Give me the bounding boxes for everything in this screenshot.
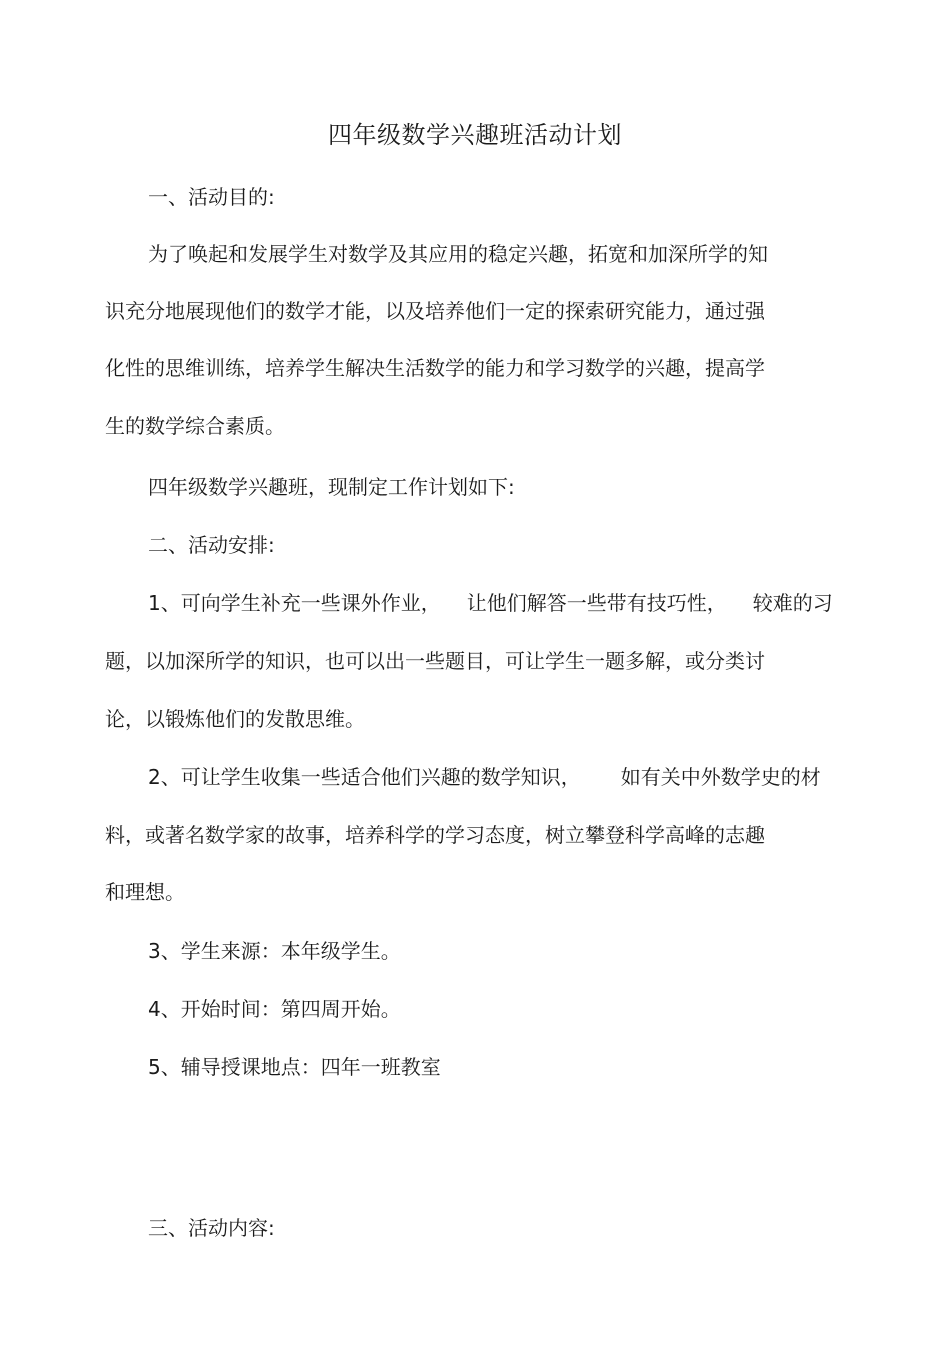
- arrangement-item-2-line-2: 料，或著名数学家的故事，培养科学的学习态度，树立攀登科学高峰的志趣: [105, 823, 765, 847]
- item-1-part-c: 较难的习: [752, 591, 833, 615]
- arrangement-item-2-line-3: 和理想。: [105, 880, 185, 904]
- section-heading-content: 三、活动内容:: [148, 1216, 275, 1240]
- plan-intro: 四年级数学兴趣班，现制定工作计划如下:: [148, 475, 515, 499]
- purpose-paragraph-line-1: 为了唤起和发展学生对数学及其应用的稳定兴趣，拓宽和加深所学的知: [148, 242, 768, 266]
- item-1-part-a: 1、可向学生补充一些课外作业，: [148, 591, 441, 615]
- arrangement-item-1-line-3: 论，以锻炼他们的发散思维。: [105, 707, 365, 731]
- item-2-part-a: 2、可让学生收集一些适合他们兴趣的数学知识，: [148, 765, 581, 789]
- arrangement-item-1-line-1: [148, 588, 833, 618]
- arrangement-item-3: 3、学生来源：本年级学生。: [148, 939, 401, 963]
- document-title: 四年级数学兴趣班活动计划: [328, 121, 622, 149]
- item-1-part-b: 让他们解答一些带有技巧性，: [466, 591, 727, 615]
- arrangement-item-4: 4、开始时间：第四周开始。: [148, 997, 401, 1021]
- purpose-paragraph-line-4: 生的数学综合素质。: [105, 414, 285, 438]
- purpose-paragraph-line-3: 化性的思维训练，培养学生解决生活数学的能力和学习数学的兴趣，提高学: [105, 356, 765, 380]
- purpose-paragraph-line-2: 识充分地展现他们的数学才能，以及培养他们一定的探索研究能力，通过强: [105, 299, 765, 323]
- arrangement-item-2-line-1: [148, 762, 821, 792]
- arrangement-item-5: 5、辅导授课地点：四年一班教室: [148, 1055, 441, 1079]
- section-heading-purpose: 一、活动目的:: [148, 185, 275, 209]
- item-2-part-b: 如有关中外数学史的材: [620, 765, 821, 789]
- arrangement-item-1-line-2: 题，以加深所学的知识，也可以出一些题目，可让学生一题多解，或分类讨: [105, 649, 765, 673]
- section-heading-arrangement: 二、活动安排:: [148, 533, 275, 557]
